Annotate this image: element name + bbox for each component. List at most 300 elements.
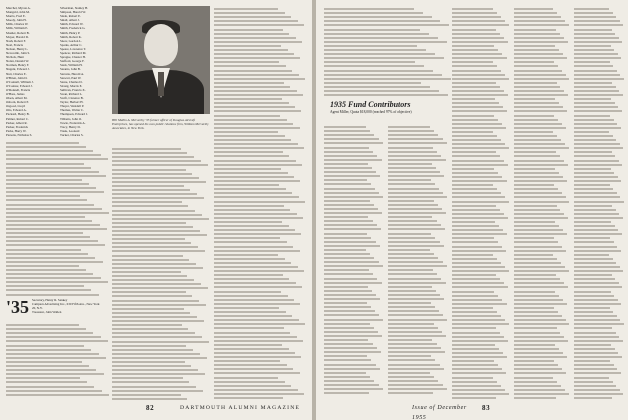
text-line (388, 290, 436, 292)
text-line (214, 61, 279, 63)
text-line (112, 201, 182, 203)
text-line (514, 20, 565, 22)
text-line (388, 183, 435, 185)
text-line (388, 282, 446, 284)
text-line (214, 102, 289, 104)
contributor-name: Stark, William H. (60, 63, 83, 68)
text-line (214, 12, 285, 14)
text-line (452, 201, 509, 203)
contributor-name: Smith, Henry P. (60, 30, 81, 35)
text-line (6, 158, 108, 160)
text-line (324, 310, 375, 312)
text-line (514, 176, 563, 178)
text-line (112, 295, 192, 297)
contributor-name: Mongold, John M. (6, 10, 30, 15)
text-line (324, 273, 373, 275)
text-line (452, 319, 505, 321)
contributor-name: Parker, Frederick (6, 124, 28, 129)
contributor-name: Slade, Robert E. (60, 14, 81, 19)
text-line (514, 356, 567, 358)
text-line (6, 208, 102, 210)
text-line (574, 377, 609, 379)
text-line (452, 135, 497, 137)
text-line (324, 126, 366, 128)
text-line (214, 86, 290, 88)
text-line (452, 344, 495, 346)
text-line (574, 352, 618, 354)
text-line (514, 123, 562, 125)
text-line (514, 147, 569, 149)
text-line (214, 274, 283, 276)
text-line (112, 353, 200, 355)
text-line (214, 336, 297, 338)
text-line (388, 212, 446, 214)
text-line (514, 164, 568, 166)
contributor-name: O'Connell, William J. (6, 79, 34, 84)
text-line (112, 242, 191, 244)
text-line (574, 237, 610, 239)
text-line (6, 228, 107, 230)
text-line (514, 70, 562, 72)
text-line (112, 275, 187, 277)
text-line (452, 8, 493, 10)
text-line (112, 238, 185, 240)
text-line (388, 269, 433, 271)
text-line (388, 306, 435, 308)
contributor-name: Parker, Albert R. (6, 120, 28, 125)
text-line (214, 45, 281, 47)
text-line (514, 295, 559, 297)
text-line (514, 323, 569, 325)
text-line (514, 262, 561, 264)
text-line (112, 259, 189, 261)
contributor-name: Parks, Harry W. (6, 128, 27, 133)
text-line (452, 295, 498, 297)
contributor-name: Olsen, Albert M. (6, 96, 28, 101)
text-line (6, 332, 93, 334)
class-notes-text (6, 322, 110, 398)
text-line (452, 82, 496, 84)
text-line (214, 213, 297, 215)
text-line (6, 357, 106, 359)
text-line (214, 262, 291, 264)
text-line (112, 328, 188, 330)
text-line (214, 319, 299, 321)
text-line (514, 201, 569, 203)
text-line (514, 377, 553, 379)
text-line (388, 384, 443, 386)
text-line (388, 319, 447, 321)
text-line (214, 201, 305, 203)
text-line (214, 315, 292, 317)
text-line (574, 295, 614, 297)
text-line (324, 376, 370, 378)
text-line (574, 344, 611, 346)
text-line (388, 138, 443, 140)
text-line (574, 368, 617, 370)
text-line (514, 364, 558, 366)
text-line (514, 8, 553, 10)
text-line (324, 323, 370, 325)
text-line (324, 24, 449, 26)
text-line (388, 286, 432, 288)
text-line (514, 110, 567, 112)
contributor-name: O'Hara, James (6, 91, 25, 96)
text-line (6, 167, 91, 169)
text-line (574, 348, 615, 350)
text-line (6, 199, 87, 201)
text-line (514, 221, 555, 223)
text-line (452, 90, 504, 92)
contributor-name: Stafford, George F. (60, 59, 85, 64)
text-line (514, 53, 563, 55)
text-line (6, 340, 108, 342)
text-line (574, 254, 609, 256)
text-line (514, 274, 556, 276)
text-line (574, 201, 624, 203)
photo-caption: Hill Mullin A. McCarthy '35 former officer of Douglas Aircraft Enterprises, has opened his own public relations firm, William McCarthy Associates, in New York. (112, 118, 209, 131)
text-line (324, 200, 370, 202)
text-line (214, 147, 304, 149)
text-line (214, 82, 284, 84)
text-line (324, 368, 380, 370)
text-line (6, 146, 86, 148)
text-line (514, 233, 567, 235)
text-line (214, 254, 278, 256)
text-line (6, 328, 86, 330)
text-line (388, 368, 444, 370)
text-line (214, 246, 293, 248)
text-line (6, 261, 103, 263)
text-line (324, 49, 426, 51)
contributor-name: Smith, Frederick G. (60, 26, 86, 31)
text-line (574, 221, 611, 223)
text-line (112, 156, 194, 158)
text-line (574, 16, 616, 18)
contributor-name: O'Connor, Edward J. (6, 83, 33, 88)
text-line (452, 155, 500, 157)
text-line (452, 221, 495, 223)
text-line (514, 381, 557, 383)
fund-contributors-column-3 (452, 6, 510, 401)
text-line (214, 340, 303, 342)
text-line (388, 388, 447, 390)
text-line (324, 343, 373, 345)
text-line (574, 229, 618, 231)
text-line (574, 192, 617, 194)
text-line (514, 299, 563, 301)
text-line (324, 278, 377, 280)
text-line (112, 365, 191, 367)
text-line (214, 381, 285, 383)
text-line (214, 16, 291, 18)
text-line (574, 291, 611, 293)
text-line (214, 164, 302, 166)
text-line (324, 57, 444, 59)
text-line (112, 185, 184, 187)
text-line (514, 254, 553, 256)
text-line (388, 155, 441, 157)
text-line (514, 352, 563, 354)
text-line (388, 257, 438, 259)
text-line (574, 184, 610, 186)
text-line (574, 389, 620, 391)
text-line (6, 187, 96, 189)
text-line (574, 74, 620, 76)
text-line (112, 246, 198, 248)
text-line (112, 349, 193, 351)
contributor-name: Swift, Clarence B. (60, 96, 84, 101)
text-line (514, 90, 564, 92)
text-line (514, 303, 567, 305)
text-line (214, 352, 295, 354)
text-line (112, 312, 190, 314)
contributor-name: Nash, Robert F. (6, 38, 26, 43)
fund-section-subtitle: Agent Miller, Quota $18,000 (reached 97% of objective) (330, 110, 412, 114)
text-line (574, 180, 621, 182)
text-line (452, 381, 497, 383)
text-line (112, 300, 199, 302)
text-line (452, 213, 504, 215)
contributor-name: Mills, William E. (6, 26, 29, 31)
text-line (574, 70, 617, 72)
text-line (574, 372, 621, 374)
text-line (574, 119, 614, 121)
contributor-name: Stewart, Paul W. (60, 75, 82, 80)
text-line (6, 369, 96, 371)
text-line (514, 16, 561, 18)
text-line (324, 155, 377, 157)
text-line (574, 274, 612, 276)
text-line (214, 184, 279, 186)
text-line (574, 102, 615, 104)
text-line (6, 377, 80, 379)
text-line (514, 33, 560, 35)
text-line (452, 196, 505, 198)
text-line (112, 390, 203, 392)
text-line (324, 384, 379, 386)
text-line (324, 257, 374, 259)
text-line (574, 20, 620, 22)
text-line (324, 130, 370, 132)
text-line (324, 388, 383, 390)
text-line (574, 135, 613, 137)
text-line (324, 327, 374, 329)
text-line (574, 33, 615, 35)
text-line (214, 295, 288, 297)
text-line (514, 340, 568, 342)
text-line (324, 61, 415, 63)
text-line (112, 398, 187, 400)
contributor-name: Nugent, Edward J. (6, 67, 30, 72)
text-line (214, 332, 290, 334)
text-line (6, 249, 81, 251)
text-line (6, 232, 83, 234)
text-line (514, 139, 561, 141)
text-line (388, 126, 430, 128)
text-line (324, 167, 372, 169)
text-line (514, 258, 557, 260)
text-line (112, 279, 194, 281)
text-line (6, 195, 80, 197)
text-line (514, 385, 561, 387)
text-line (452, 315, 501, 317)
text-line (452, 110, 507, 112)
text-line (324, 90, 439, 92)
contributor-name: Sullivan, Francis X. (60, 87, 86, 92)
text-line (324, 237, 371, 239)
text-line (6, 345, 84, 347)
text-line (324, 216, 368, 218)
text-line (388, 220, 437, 222)
text-line (452, 180, 507, 182)
text-line (214, 250, 300, 252)
text-line (574, 397, 612, 399)
text-line (388, 335, 446, 337)
text-line (112, 357, 207, 359)
contributor-name: Norman, Henry F. (6, 63, 30, 68)
text-line (214, 344, 282, 346)
text-line (214, 303, 300, 305)
text-line (574, 176, 618, 178)
text-line (112, 222, 186, 224)
text-line (514, 368, 562, 370)
text-line (574, 381, 613, 383)
text-line (6, 361, 82, 363)
text-line (324, 306, 371, 308)
text-line (214, 307, 279, 309)
text-line (112, 173, 192, 175)
text-line (324, 86, 430, 88)
text-line (6, 212, 109, 214)
text-line (324, 228, 381, 230)
text-line (388, 216, 432, 218)
text-line (574, 217, 623, 219)
text-line (112, 177, 199, 179)
text-line (452, 94, 508, 96)
fund-contributors-column-5 (574, 6, 624, 401)
text-line (214, 20, 298, 22)
class-address: Campion Advertising Inc., 630 Fifth Ave., New York 20, N.Y. (32, 302, 100, 311)
text-line (514, 184, 554, 186)
text-line (452, 323, 509, 325)
text-line (452, 372, 506, 374)
text-line (574, 8, 609, 10)
text-line (574, 172, 614, 174)
text-line (6, 269, 86, 271)
contributor-name: Tracy, Henry D. (60, 124, 81, 129)
text-line (324, 45, 417, 47)
text-line (574, 86, 616, 88)
contributor-name: Spencer, Richard M. (60, 51, 87, 56)
text-line (214, 119, 287, 121)
text-line (574, 233, 622, 235)
text-line (388, 175, 444, 177)
text-line (452, 254, 493, 256)
text-line (452, 151, 496, 153)
text-line (574, 360, 610, 362)
class-treasurer: Treasurer, John Wallen (32, 310, 62, 315)
text-line (214, 323, 305, 325)
text-line (214, 368, 293, 370)
text-line (514, 360, 554, 362)
text-line (514, 65, 558, 67)
text-line (6, 353, 99, 355)
text-line (574, 258, 613, 260)
text-line (324, 70, 433, 72)
text-line (452, 184, 493, 186)
text-line (574, 49, 614, 51)
contributor-name: Thomas, Walter C. (60, 108, 84, 113)
text-line (6, 277, 101, 279)
text-line (388, 167, 436, 169)
text-line (112, 320, 204, 322)
text-line (214, 151, 283, 153)
text-line (388, 233, 431, 235)
text-line (574, 188, 613, 190)
text-line (112, 316, 197, 318)
text-line (574, 213, 619, 215)
text-line (324, 179, 367, 181)
text-line (452, 168, 494, 170)
text-line (574, 303, 621, 305)
text-line (452, 205, 496, 207)
text-line (214, 90, 297, 92)
text-line (6, 285, 84, 287)
text-line (574, 282, 619, 284)
text-line (388, 241, 440, 243)
contributor-name: Osborn, Robert P. (6, 100, 29, 105)
contributor-column-1 (6, 6, 58, 137)
text-line (574, 110, 622, 112)
text-line (6, 365, 89, 367)
text-line (214, 8, 278, 10)
text-line (452, 123, 502, 125)
contributor-name: Stearns, John B. (60, 67, 81, 72)
text-line (452, 188, 497, 190)
text-line (214, 172, 288, 174)
text-line (112, 267, 203, 269)
text-line (214, 311, 286, 313)
text-line (452, 160, 504, 162)
text-line (514, 180, 567, 182)
text-line (514, 393, 569, 395)
text-line (452, 119, 498, 121)
contributor-name: Taylor, Herbert H. (60, 100, 84, 105)
fund-contributors-column-4 (514, 6, 570, 401)
text-line (324, 286, 368, 288)
text-line (324, 302, 367, 304)
text-line (388, 147, 433, 149)
text-line (452, 364, 498, 366)
left-page (0, 0, 312, 420)
text-line (6, 281, 108, 283)
text-line (112, 169, 186, 171)
text-line (388, 171, 440, 173)
text-line (112, 255, 183, 257)
text-line (214, 188, 286, 190)
text-line (452, 53, 502, 55)
text-line (214, 282, 296, 284)
text-line (452, 70, 501, 72)
text-line (452, 45, 494, 47)
text-line (324, 294, 376, 296)
text-line (214, 49, 288, 51)
text-line (574, 209, 616, 211)
text-line (214, 377, 278, 379)
text-line (452, 258, 497, 260)
text-line (574, 336, 619, 338)
